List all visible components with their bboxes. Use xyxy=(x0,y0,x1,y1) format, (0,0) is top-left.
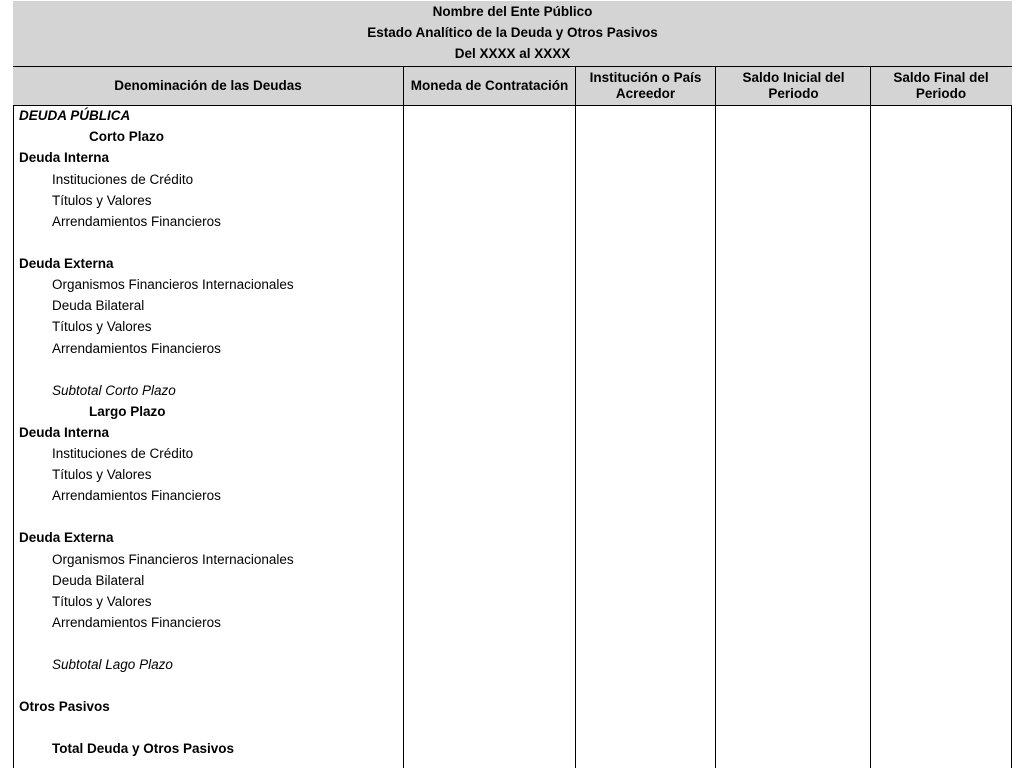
line-item: Organismos Financieros Internacionales xyxy=(52,552,294,567)
line-item: Instituciones de Crédito xyxy=(52,172,194,187)
line-item: Deuda Bilateral xyxy=(52,573,145,588)
period-label: Del XXXX al XXXX xyxy=(454,46,571,61)
entity-name: Nombre del Ente Público xyxy=(432,4,593,19)
subsection-largo-plazo: Largo Plazo xyxy=(89,404,166,419)
subsection-corto-plazo: Corto Plazo xyxy=(89,129,165,144)
line-item: Títulos y Valores xyxy=(52,467,152,482)
col-header-saldo-final: Saldo Final del Periodo xyxy=(893,70,989,101)
section-otros-pasivos: Otros Pasivos xyxy=(19,699,110,714)
line-item: Deuda Bilateral xyxy=(52,298,145,313)
section-deuda-publica: DEUDA PÚBLICA xyxy=(19,108,131,123)
line-item: Títulos y Valores xyxy=(52,319,152,334)
column-divider xyxy=(403,67,404,768)
total-deuda-otros-pasivos: Total Deuda y Otros Pasivos xyxy=(52,741,235,756)
line-item: Arrendamientos Financieros xyxy=(52,341,221,356)
statement-title: Estado Analítico de la Deuda y Otros Pasivos xyxy=(367,25,658,40)
line-item: Arrendamientos Financieros xyxy=(52,488,221,503)
line-item: Títulos y Valores xyxy=(52,594,152,609)
group-deuda-externa: Deuda Externa xyxy=(19,530,114,545)
table-header xyxy=(13,67,1012,106)
report-title-block xyxy=(13,1,1012,67)
group-deuda-interna: Deuda Interna xyxy=(19,425,110,440)
column-divider xyxy=(870,67,871,768)
subtotal-corto-plazo: Subtotal Corto Plazo xyxy=(52,383,176,398)
col-header-moneda: Moneda de Contratación xyxy=(410,78,569,93)
group-deuda-externa: Deuda Externa xyxy=(19,256,114,271)
line-item: Organismos Financieros Internacionales xyxy=(52,277,294,292)
line-item: Títulos y Valores xyxy=(52,193,152,208)
col-header-saldo-inicial: Saldo Inicial del Periodo xyxy=(742,70,845,101)
line-item: Instituciones de Crédito xyxy=(52,446,194,461)
subtotal-largo-plazo: Subtotal Lago Plazo xyxy=(52,657,173,672)
col-header-denominacion: Denominación de las Deudas xyxy=(114,78,302,93)
line-item: Arrendamientos Financieros xyxy=(52,214,221,229)
column-divider xyxy=(715,67,716,768)
group-deuda-interna: Deuda Interna xyxy=(19,150,110,165)
column-divider xyxy=(575,67,576,768)
line-item: Arrendamientos Financieros xyxy=(52,615,221,630)
col-header-institucion: Institución o País Acreedor xyxy=(589,70,702,101)
